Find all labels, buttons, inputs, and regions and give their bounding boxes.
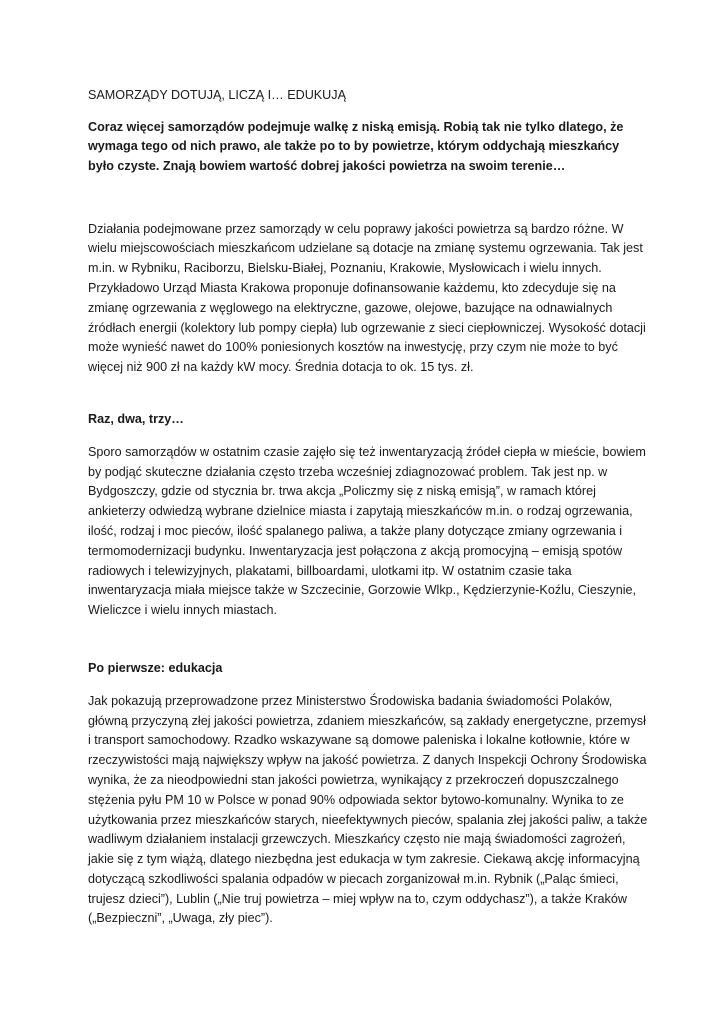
paragraph-subsidies: Działania podejmowane przez samorządy w celu poprawy jakości powietrza są bardzo różne. W wielu miejscowościach mieszkańcom udzielane są dotacje na zmianę systemu ogrzewania. Tak jest m.in. w Rybniku, Raciborzu, Bielsku-Białej, Poznaniu, Krakowie, Mysłowicach i wielu innych. Przykładowo Urząd Miasta Krakowa proponuje dofinansowanie każdemu, kto zdecyduje się na zmianę ogrzewania z węglowego na elektryczne, gazowe, olejowe, bazujące na odnawialnych źródłach energii (kolektory lub pompy ciepła) lub ogrzewanie z sieci ciepłowniczej. Wysokość dotacji może wynieść nawet do 100% poniesionych kosztów na inwestycję, przy czym nie może to być więcej niż 900 zł na każdy kW mocy. Średnia dotacja to ok. 15 tys. zł. [88,221,646,375]
section-heading-education: Po pierwsze: edukacja [88,660,223,675]
lead-paragraph: Coraz więcej samorządów podejmuje walkę z niską emisją. Robią tak nie tylko dlatego, że wymaga tego od nich prawo, ale także po to by powietrze, którym oddychają mieszkańcy było czyste. Znają bowiem wartość dobrej jakości powietrza na swoim terenie… [88,119,624,173]
section-heading-inventory: Raz, dwa, trzy… [88,411,184,426]
paragraph-education: Jak pokazują przeprowadzone przez Ministerstwo Środowiska badania świadomości Polaków, główną przyczyną złej jakości powietrza, zdaniem mieszkańców, są zakłady energetyczne, przemysł i transport samochodowy. Rzadko wskazywane są domowe paleniska i lokalne kotłownie, które w rzeczywistości mają największy wpływ na jakość powietrza. Z danych Inspekcji Ochrony Środowiska wynika, że za nieodpowiedni stan jakości powietrza, wynikający z przekroczeń dopuszczalnego stężenia pyłu PM 10 w Polsce w ponad 90% odpowiada sektor bytowo-komunalny. Wynika to ze użytkowania przez mieszkańców starych, nieefektywnych pieców, spalania złej jakości paliw, a także wadliwym działaniem instalacji grzewczych. Mieszkańcy często nie mają świadomości zagrożeń, jakie się z tym wiążą, dlatego niezbędna jest edukacja w tym zakresie. Ciekawą akcję informacyjną dotyczącą szkodliwości spalania odpadów w piecach zorganizował m.in. Rybnik („Paląc śmieci, trujesz dzieci”), Lublin („Nie truj powietrza – miej wpływ na to, czym oddychasz”), a także Kraków („Bezpieczni”, „Uwaga, zły piec”). [88,693,648,926]
paragraph-inventory: Sporo samorządów w ostatnim czasie zajęło się też inwentaryzacją źródeł ciepła w mieście, bowiem by podjąć skuteczne działania często trzeba wcześniej zdiagnozować problem. Tak jest np. w Bydgoszczy, gdzie od stycznia br. trwa akcja „Policzmy się z niską emisją”, w ramach której ankieterzy odwiedzą wybrane dzielnice miasta i zapytają mieszkańców m.in. o rodzaj ogrzewania, ilość, rodzaj i moc pieców, ilość spalanego paliwa, a także plany dotyczące zmiany ogrzewania i termomodernizacji budynku. Inwentaryzacja jest połączona z akcją promocyjną – emisją spotów radiowych i telewizyjnych, plakatami, billboardami, ulotkami itp. W ostatnim czasie taka inwentaryzacja miała miejsce także w Szczecinie, Gorzowie Wlkp., Kędzierzynie-Koźlu, Cieszynie, Wieliczce i wielu innych miastach. [88,444,646,618]
document-title: SAMORZĄDY DOTUJĄ, LICZĄ I… EDUKUJĄ [88,88,346,102]
document-body [88,86,648,929]
